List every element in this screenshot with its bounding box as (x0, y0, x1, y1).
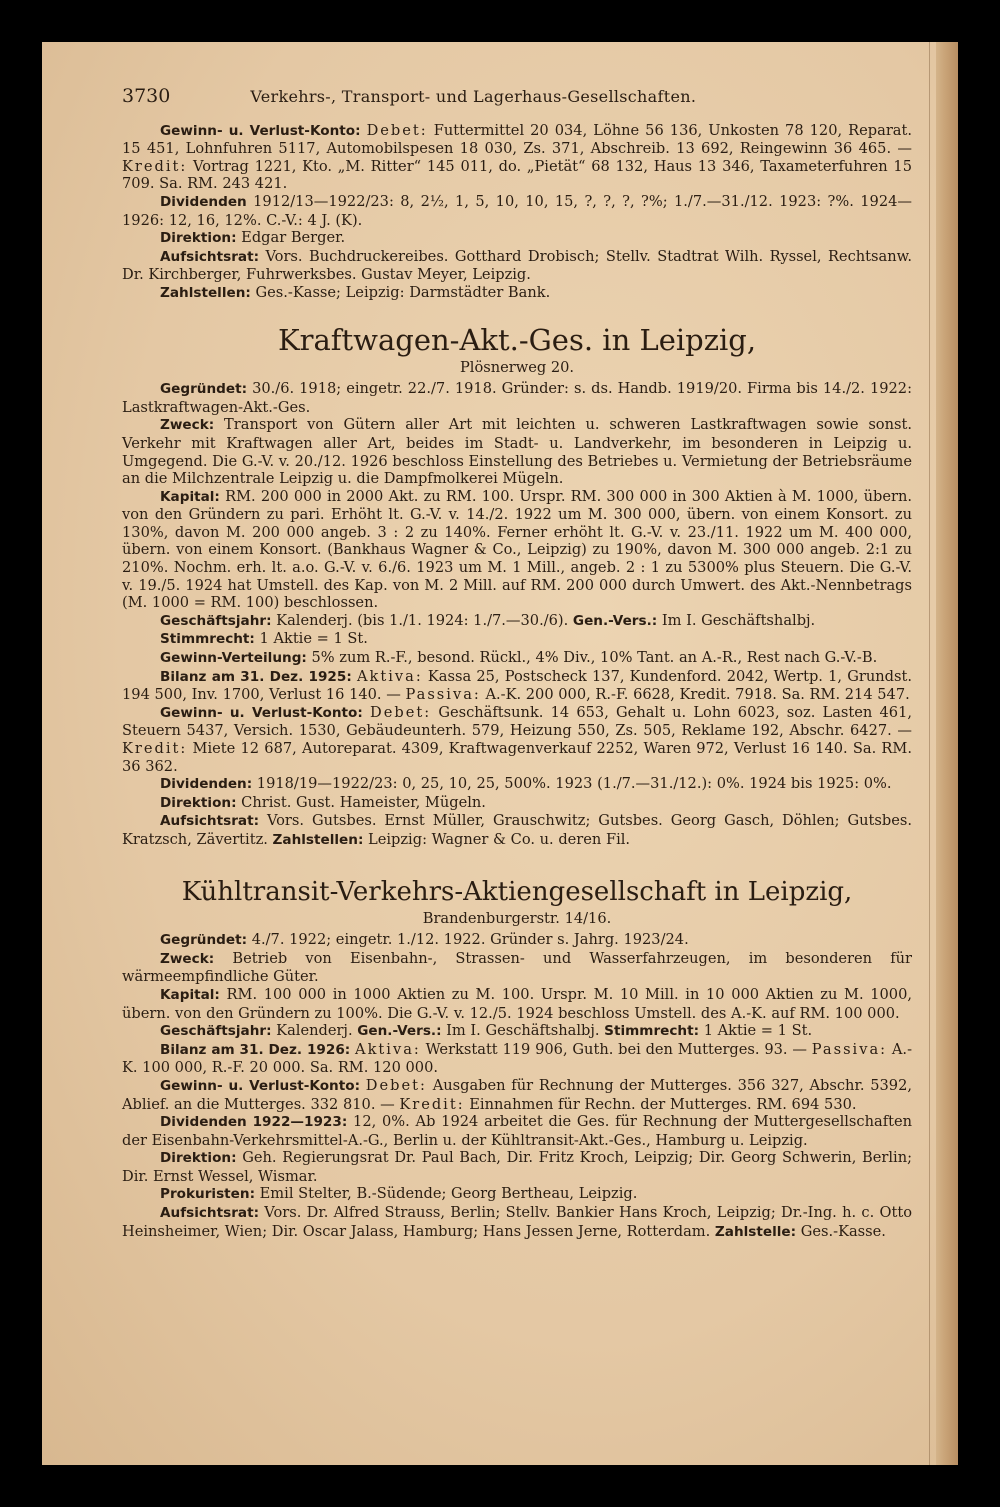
e1-kap-paragraph (122, 488, 912, 612)
e2-gvk-text1: Ausgaben für Rechnung der Mutterges. 356 327, Abschr. 5392, Ablief. an die Mutterges. 332 810. — (122, 1076, 913, 1113)
e2-dir-text: Geh. Regierungsrat Dr. Paul Bach, Dir. Fritz Kroch, Leipzig; Dir. Georg Schwerin, Berlin; Dir. Ernst Wessel, Wismar. (122, 1149, 913, 1185)
e2-address: Brandenburgerstr. 14/16. (422, 909, 612, 927)
e1-st-text: 1 Aktie = 1 St. (259, 630, 368, 648)
e0-div-label: Dividenden (160, 193, 247, 210)
e2-gvk-kredit: Kredit: (399, 1095, 465, 1113)
e2-kap-label: Kapital: (160, 986, 220, 1003)
e1-gvk-kredit: Kredit: (122, 740, 188, 757)
e0-dir-paragraph (122, 229, 912, 248)
e1-gj-label: Geschäftsjahr: (160, 612, 272, 629)
e1-bil-text2: A.-K. 200 000, R.-F. 6628, Kredit. 7918. Sa. RM. 214 547. (485, 686, 910, 704)
e1-div-text: 1918/19—1922/23: 0, 25, 10, 25, 500%. 1923 (1./7.—31./12.): 0%. 1924 bis 1925: 0%. (256, 775, 892, 793)
e0-zs-label: Zahlstellen: (160, 284, 251, 301)
e1-zweck-text: Transport von Gütern aller Art mit leichten u. schweren Lastkraftwagen sowie sonst. Verkehr mit Kraftwagen aller Art, beides im Stadt- u. Landverkehr, im besonderen in Leipzig u. Umgegend. Die G.-V. v. 20./12. 1926 beschloss Einstellung des Betriebes u. Vermietung der Betriebsräume an die Milchzentrale Leipzig u. die Dampfmolkerei Mügeln. (122, 416, 912, 488)
e2-gvk-label: Gewinn- u. Verlust-Konto: (160, 1077, 361, 1094)
e0-ar-label: Aufsichtsrat: (160, 248, 259, 265)
running-title: Verkehrs-, Transport- und Lagerhaus-Gesellschaften. (250, 87, 697, 106)
e1-gegr-paragraph (122, 380, 912, 416)
e1-zs-label: Zahlstellen: (272, 831, 364, 848)
e1-zweck-label: Zweck: (160, 417, 215, 434)
e2-bil-label: Bilanz am 31. Dez. 1926: (160, 1041, 351, 1058)
e1-zweck-paragraph (122, 416, 912, 487)
e2-zs-label: Zahlstelle: (714, 1223, 797, 1240)
e1-kap-text: RM. 200 000 in 2000 Akt. zu RM. 100. Urspr. RM. 300 000 in 300 Aktien à M. 1000, übern. von den Gründern zu pari. Erhöht lt. G.-V. v. 14./2. 1922 um M. 300 000, übern. von einem Konsort. zu 130%, davon M. 200 000 angeb. 3 : 2 zu 140%. Ferner erhöht lt. G.-V. v. 23./11. 1922 um M. 400 000, übern. von einem Konsort. (Bankhaus Wagner & Co., Leipzig) zu 190%, davon M. 300 000 angeb. 2:1 zu 210%. Nochm. erh. lt. a.o. G.-V. v. 6./6. 1923 um M. 1 Mill., angeb. 2 : 1 zu 5300% plus Steuern. Die G.-V. v. 19./5. 1924 hat Umstell. des Kap. von M. 2 Mill. auf RM. 200 000 durch Umwert. des Akt.-Nennbetrags (M. 1000 = RM. 100) beschlossen. (122, 487, 913, 612)
e2-bil-text2: A.-K. 100 000, R.-F. 20 000. Sa. RM. 120 000. (122, 1040, 912, 1077)
e2-ar-text: Vors. Dr. Alfred Strauss, Berlin; Stellv. Bankier Hans Kroch, Leipzig; Dr.-Ing. h. c. Otto Heinsheimer, Wien; Dir. Oscar Jalass, Hamburg; Hans Jessen Jerne, Rotterdam. (122, 1204, 912, 1240)
e2-st-text: 1 Aktie = 1 St. (703, 1022, 813, 1040)
e0-zs-paragraph (122, 284, 912, 303)
e2-pro-paragraph (122, 1185, 912, 1204)
e2-zs-text: Ges.-Kasse. (800, 1222, 886, 1240)
e1-address: Plösnerweg 20. (459, 358, 575, 376)
e0-gv-text1: Futtermittel 20 034, Löhne 56 136, Unkosten 78 120, Reparat. 15 451, Lohnfuhren 5117, Automobilspesen 18 030, Zs. 371, Abschreib. 13 692, Reingewinn 36 465. — (122, 121, 912, 158)
e1-bil-label: Bilanz am 31. Dez. 1925: (160, 668, 352, 685)
e0-dir-label: Direktion: (160, 230, 237, 247)
e2-gegr-paragraph (122, 931, 912, 950)
e2-ar-label: Aufsichtsrat: (160, 1205, 259, 1222)
e0-zs-text: Ges.-Kasse; Leipzig: Darmstädter Bank. (255, 283, 551, 301)
e1-ar-text: Vors. Gutsbes. Ernst Müller, Grauschwitz; Gutsbes. Georg Gasch, Döhlen; Gutsbes. Kratzsch, Zävertitz. (122, 812, 912, 848)
e1-gj-paragraph (122, 612, 912, 631)
document-page (42, 42, 958, 1465)
e1-zs-text: Leipzig: Wagner & Co. u. deren Fil. (368, 830, 631, 848)
e2-gv-text: Im I. Geschäftshalbj. (446, 1022, 600, 1040)
e0-div-text: 1912/13—1922/23: 8, 2½, 1, 5, 10, 10, 15, ?, ?, ?, ?%; 1./7.—31./12. 1923: ?%. 1924—1926: 12, 16, 12%. C.-V.: 4 J. (K). (122, 192, 912, 229)
e1-verteil-text: 5% zum R.-F., besond. Rückl., 4% Div., 10% Tant. an A.-R., Rest nach G.-V.-B. (311, 649, 878, 667)
e2-zweck-label: Zweck: (160, 950, 215, 967)
e2-dir-paragraph (122, 1149, 912, 1185)
e1-dir-label: Direktion: (160, 794, 237, 811)
e2-gegr-label: Gegründet: (160, 932, 248, 949)
e1-gegr-text: 30./6. 1918; eingetr. 22./7. 1918. Gründer: s. ds. Handb. 1919/20. Firma bis 14./2. 1922: Lastkraftwagen-Akt.-Ges. (122, 380, 912, 416)
e2-dir-label: Direktion: (160, 1150, 237, 1167)
e2-div-paragraph (122, 1113, 912, 1149)
e1-bil-passiva: Passiva: (405, 686, 481, 704)
e2-gvk-debet: Debet: (365, 1076, 427, 1094)
e0-gv-paragraph (122, 122, 912, 193)
e1-gj-text: Kalenderj. (bis 1./1. 1924: 1./7.—30./6). (276, 611, 569, 629)
e1-gvk-text1: Geschäftsunk. 14 653, Gehalt u. Lohn 6023, soz. Lasten 461, Steuern 5437, Versich. 1530, Gebäudeunterh. 579, Heizung 550, Zs. 505, Reklame 192, Abschr. 6427. — (122, 703, 912, 740)
e2-gj-paragraph (122, 1022, 912, 1041)
e2-bil-text1: Werkstatt 119 906, Guth. bei den Mutterges. 93. — (425, 1040, 807, 1058)
e2-gvk-text2: Einnahmen für Rechn. der Mutterges. RM. 694 530. (469, 1095, 857, 1113)
e2-bil-aktiva: Aktiva: (355, 1040, 421, 1058)
e0-dir-text: Edgar Berger. (241, 229, 346, 247)
e0-gv-debet: Debet: (366, 121, 428, 139)
e2-gegr-text: 4./7. 1922; eingetr. 1./12. 1922. Gründer s. Jahrg. 1923/24. (251, 931, 689, 949)
e1-verteil-paragraph (122, 649, 912, 668)
page-number: 3730 (122, 85, 171, 107)
e2-bil-paragraph (122, 1041, 912, 1077)
e2-div-label: Dividenden 1922—1923: (160, 1114, 348, 1131)
e0-div-paragraph (122, 193, 912, 229)
page-edge-line (929, 42, 930, 1465)
e1-verteil-label: Gewinn-Verteilung: (160, 650, 307, 667)
e1-div-label: Dividenden: (160, 776, 253, 793)
e1-gvk-label: Gewinn- u. Verlust-Konto: (160, 704, 363, 721)
e1-bil-text1: Kassa 25, Postscheck 137, Kundenford. 2042, Wertp. 1, Grundst. 194 500, Inv. 1700, Verlust 16 140. — (122, 667, 912, 704)
e1-gvk-paragraph (122, 704, 912, 775)
book-page-edge (936, 42, 958, 1465)
e1-dir-paragraph (122, 794, 912, 813)
e1-kap-label: Kapital: (160, 488, 220, 505)
e1-ar-label: Aufsichtsrat: (160, 813, 259, 830)
e1-bil-aktiva: Aktiva: (356, 667, 423, 685)
e0-gv-text2: Vortrag 1221, Kto. „M. Ritter“ 145 011, do. „Pietät“ 68 132, Haus 13 346, Taxameterfuhren 15 709. Sa. RM. 243 421. (122, 157, 912, 193)
e2-gv-label: Gen.-Vers.: (357, 1023, 442, 1040)
e1-ar-paragraph (122, 812, 912, 849)
page-content (122, 85, 913, 1241)
e1-st-label: Stimmrecht: (160, 631, 255, 648)
e2-gvk-paragraph (122, 1077, 912, 1113)
e0-gv-kredit: Kredit: (122, 157, 188, 175)
e1-st-paragraph (122, 630, 912, 649)
e1-gvk-debet: Debet: (370, 703, 432, 721)
e2-gj-label: Geschäftsjahr: (160, 1023, 272, 1040)
e1-dir-text: Christ. Gust. Hameister, Mügeln. (241, 793, 486, 811)
e2-gj-text: Kalenderj. (276, 1022, 353, 1040)
e2-zweck-paragraph (122, 950, 912, 986)
e1-gv-text: Im I. Geschäftshalbj. (661, 611, 816, 629)
e1-gv-label: Gen.-Vers.: (572, 612, 658, 629)
e2-kap-paragraph (122, 986, 912, 1022)
e2-ar-paragraph (122, 1204, 912, 1241)
e1-gegr-label: Gegründet: (160, 381, 248, 398)
e1-bil-paragraph (122, 668, 912, 704)
e1-gvk-text2: Miete 12 687, Autoreparat. 4309, Kraftwagenverkauf 2252, Waren 972, Verlust 16 140. Sa. RM. 36 362. (122, 740, 913, 775)
e0-ar-paragraph (122, 248, 912, 284)
e1-div-paragraph (122, 775, 912, 794)
e2-pro-label: Prokuristen: (160, 1186, 256, 1203)
e2-st-label: Stimmrecht: (604, 1023, 700, 1040)
e2-bil-passiva: Passiva: (811, 1040, 888, 1058)
e2-company-title: Kühltransit-Verkehrs-Aktiengesellschaft in Leipzig, (181, 876, 853, 907)
e0-ar-text: Vors. Buchdruckereibes. Gotthard Drobisch; Stellv. Stadtrat Wilh. Ryssel, Rechtsanw. Dr. Kirchberger, Fuhrwerksbes. Gustav Meyer, Leipzig. (122, 247, 912, 284)
running-header (122, 85, 912, 107)
e2-div-text: 12, 0%. Ab 1924 arbeitet die Ges. für Rechnung der Muttergesellschaften der Eisenbahn-Verkehrsmittel-A.-G., Berlin u. der Kühltransit-Akt.-Ges., Hamburg u. Leipzig. (122, 1113, 912, 1149)
e2-pro-text: Emil Stelter, B.-Südende; Georg Bertheau, Leipzig. (259, 1185, 638, 1203)
e2-kap-text: RM. 100 000 in 1000 Aktien zu M. 100. Urspr. M. 10 Mill. in 10 000 Aktien zu M. 1000, übern. von den Gründern zu 100%. Die G.-V. v. 12./5. 1924 beschloss Umstell. des A.-K. auf RM. 100 000. (122, 985, 912, 1022)
e2-zweck-text: Betrieb von Eisenbahn-, Strassen- und Wasserfahrzeugen, im besonderen für wärmeempfindliche Güter. (122, 949, 913, 986)
e1-company-title: Kraftwagen-Akt.-Ges. in Leipzig, (277, 322, 757, 357)
e0-gv-label: Gewinn- u. Verlust-Konto: (160, 122, 361, 139)
